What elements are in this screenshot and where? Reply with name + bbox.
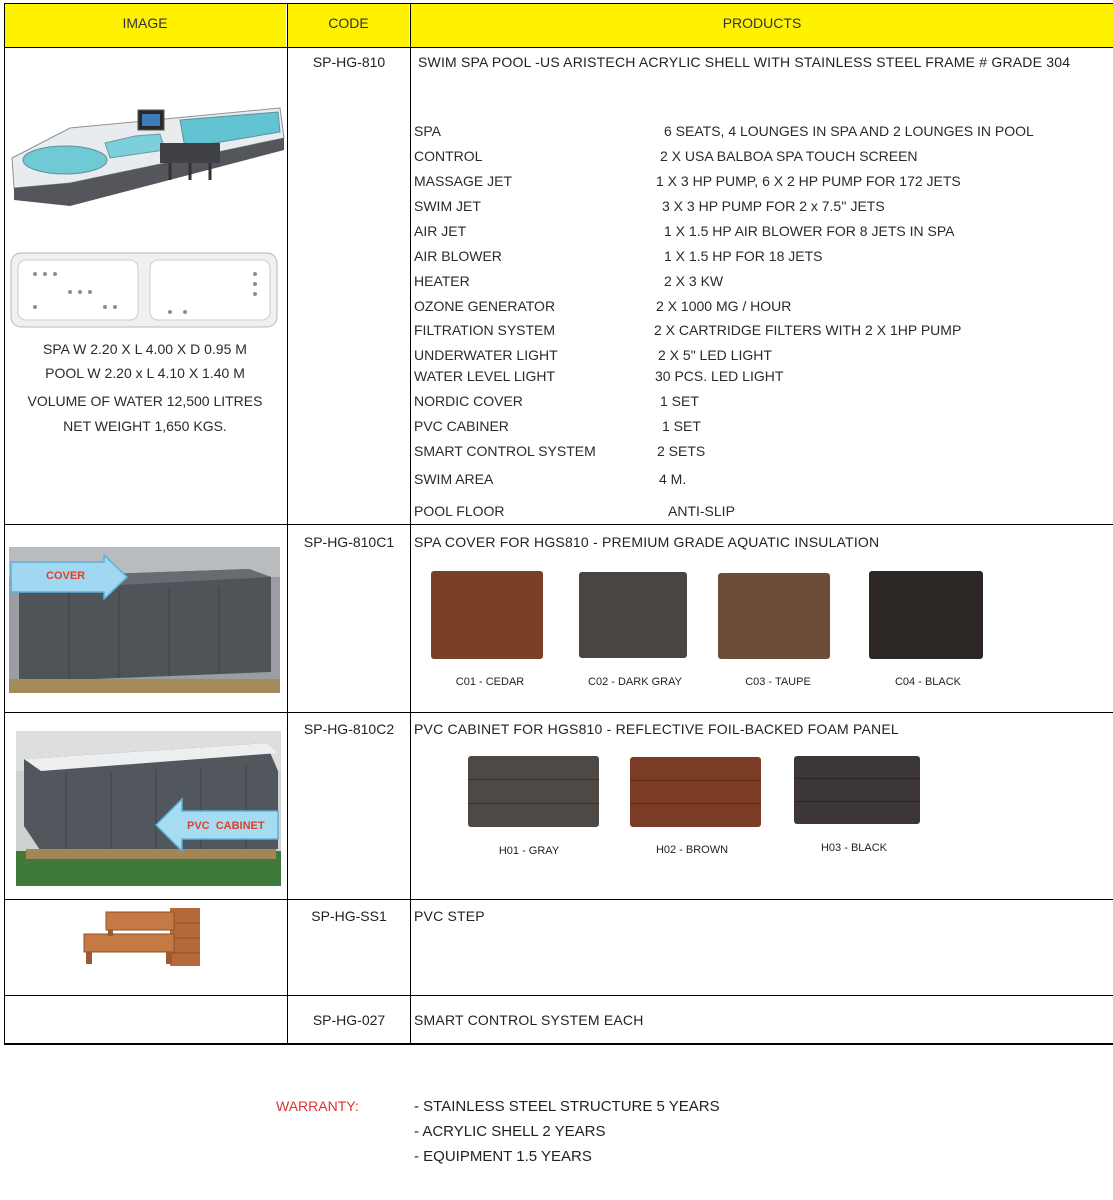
spec-label: MASSAGE JET (414, 173, 513, 189)
spa-dimensions: SPA W 2.20 X L 4.00 X D 0.95 M (43, 341, 247, 357)
spec-value: 30 PCS. LED LIGHT (655, 368, 784, 384)
spec-value: 1 SET (660, 393, 699, 409)
spec-value: 2 X 5" LED LIGHT (658, 347, 772, 363)
row-divider (4, 995, 1113, 996)
spec-value: ANTI-SLIP (668, 503, 735, 519)
swim-spa-topview-photo (10, 252, 278, 328)
swatch-black (794, 756, 920, 824)
warranty-item: - ACRYLIC SHELL 2 YEARS (414, 1123, 606, 1140)
product-title: SMART CONTROL SYSTEM EACH (414, 1012, 644, 1028)
product-title: PVC CABINET FOR HGS810 - REFLECTIVE FOIL-BACKED FOAM PANEL (414, 721, 899, 737)
spec-label: WATER LEVEL LIGHT (414, 368, 556, 384)
spec-label: OZONE GENERATOR (414, 298, 556, 314)
pvc-cabinet-photo (16, 731, 281, 886)
swatch-label: H03 - BLACK (820, 842, 888, 854)
table-border-top (4, 3, 1113, 4)
col-divider (4, 3, 5, 1045)
product-title: SPA COVER FOR HGS810 - PREMIUM GRADE AQUATIC INSULATION (414, 534, 880, 550)
spec-label: FILTRATION SYSTEM (414, 322, 556, 338)
swim-spa-photo (10, 88, 285, 213)
header-products-label: PRODUCTS (722, 15, 802, 31)
spec-value: 2 X CARTRIDGE FILTERS WITH 2 X 1HP PUMP (654, 322, 962, 338)
swatch-dark-gray (579, 572, 687, 658)
header-code-label: CODE (328, 15, 369, 31)
cover-photo-label: COVER (46, 570, 86, 582)
spec-value: 2 X USA BALBOA SPA TOUCH SCREEN (660, 148, 918, 164)
spec-value: 1 X 1.5 HP FOR 18 JETS (664, 248, 823, 264)
row-divider (4, 47, 1113, 48)
swatch-brown (630, 757, 761, 827)
warranty-label: WARRANTY: (276, 1098, 359, 1114)
swatch-black (869, 571, 983, 659)
spec-value: 6 SEATS, 4 LOUNGES IN SPA AND 2 LOUNGES IN POOL (664, 123, 1034, 139)
product-code: SP-HG-810C1 (303, 534, 395, 550)
swatch-gray (468, 756, 599, 827)
swatch-label: C01 - CEDAR (455, 676, 525, 688)
spec-value: 1 X 1.5 HP AIR BLOWER FOR 8 JETS IN SPA (664, 223, 955, 239)
col-divider (410, 3, 411, 1045)
pool-dimensions: POOL W 2.20 x L 4.10 X 1.40 M (45, 365, 245, 381)
row-divider (4, 899, 1113, 900)
spec-label: SMART CONTROL SYSTEM (414, 443, 596, 459)
product-code: SP-HG-027 (312, 1012, 386, 1028)
swatch-label: H02 - BROWN (655, 844, 729, 856)
spec-label: SWIM AREA (414, 471, 494, 487)
spec-label: POOL FLOOR (414, 503, 505, 519)
product-code: SP-HG-810 (312, 54, 386, 70)
spec-label: SPA (414, 123, 441, 139)
spec-label: NORDIC COVER (414, 393, 523, 409)
header-image-label: IMAGE (122, 15, 168, 31)
spec-label: SWIM JET (414, 198, 481, 214)
spec-label: UNDERWATER LIGHT (414, 347, 558, 363)
spec-value: 2 X 3 KW (664, 273, 724, 289)
spec-value: 2 X 1000 MG / HOUR (656, 298, 792, 314)
spec-label: CONTROL (414, 148, 483, 164)
spa-cover-photo (9, 547, 280, 693)
col-divider (287, 3, 288, 1045)
spec-value: 1 SET (662, 418, 701, 434)
swatch-label: H01 - GRAY (498, 845, 560, 857)
swatch-taupe (718, 573, 830, 659)
product-code: SP-HG-810C2 (303, 721, 395, 737)
water-volume: VOLUME OF WATER 12,500 LITRES (27, 393, 263, 409)
row-divider (4, 524, 1113, 525)
table-border-bottom (4, 1043, 1113, 1045)
spec-value: 3 X 3 HP PUMP FOR 2 x 7.5'' JETS (662, 198, 885, 214)
spec-value: 1 X 3 HP PUMP, 6 X 2 HP PUMP FOR 172 JETS (656, 173, 961, 189)
row-divider (4, 712, 1113, 713)
product-title: SWIM SPA POOL -US ARISTECH ACRYLIC SHELL WITH STAINLESS STEEL FRAME # GRADE 304 (418, 54, 1071, 70)
net-weight: NET WEIGHT 1,650 KGS. (63, 418, 227, 434)
spec-label: HEATER (414, 273, 470, 289)
warranty-item: - EQUIPMENT 1.5 YEARS (414, 1148, 592, 1165)
swatch-label: C02 - DARK GRAY (588, 676, 682, 688)
swatch-label: C03 - TAUPE (745, 676, 811, 688)
product-code: SP-HG-SS1 (311, 908, 387, 924)
pvc-step-photo (82, 908, 200, 966)
warranty-item: - STAINLESS STEEL STRUCTURE 5 YEARS (414, 1098, 720, 1115)
swatch-cedar (431, 571, 543, 659)
spec-value: 2 SETS (657, 443, 706, 459)
cabinet-photo-label: PVC CABINET (187, 820, 265, 832)
swatch-label: C04 - BLACK (894, 676, 962, 688)
spec-label: AIR BLOWER (414, 248, 502, 264)
spec-label: PVC CABINER (414, 418, 509, 434)
spec-value: 4 M. (659, 471, 687, 487)
product-title: PVC STEP (414, 908, 485, 924)
spec-label: AIR JET (414, 223, 467, 239)
